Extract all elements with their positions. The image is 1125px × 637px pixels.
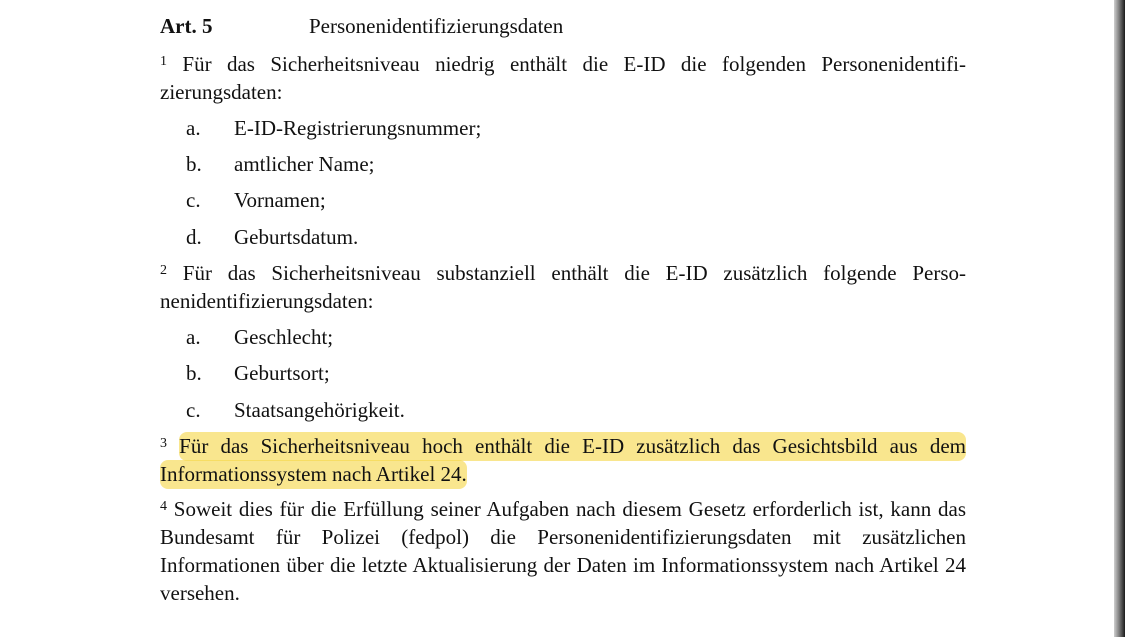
- paragraph-number: 3: [160, 436, 167, 451]
- list-text: amtlicher Name;: [234, 152, 375, 176]
- paragraph-number: 2: [160, 263, 167, 278]
- list-text: Vornamen;: [234, 188, 326, 212]
- page-edge: [1114, 0, 1125, 637]
- paragraph-3: [160, 432, 966, 488]
- list-letter: c.: [186, 188, 201, 212]
- paragraph-text: Soweit dies für die Erfüllung seiner Aufgaben nach diesem Gesetz erforderlich ist, kann das Bundesamt für Polizei (fedpol) die Personenidentifizierungsdaten mit zusätzlichen Informationen über die letzte Aktualisierung der Daten im Informationssystem nach Artikel 24 versehen.: [160, 497, 966, 605]
- list-text: Geburtsort;: [234, 361, 330, 385]
- list-text: Staatsangehörigkeit.: [234, 398, 405, 422]
- list-letter: b.: [186, 361, 202, 385]
- article-title: Personenidentifizierungsdaten: [309, 14, 564, 38]
- paragraph-number: 1: [160, 54, 167, 69]
- list-letter: a.: [186, 325, 201, 349]
- paragraph-number: 4: [160, 499, 167, 514]
- article-heading: [160, 12, 563, 40]
- list-text: E-ID-Registrierungsnummer;: [234, 116, 482, 140]
- list-letter: c.: [186, 398, 201, 422]
- list-letter: b.: [186, 152, 202, 176]
- article-number: Art. 5: [160, 14, 213, 38]
- highlighted-text: Für das Sicherheitsniveau hoch enthält die E-ID zusätzlich das Gesichtsbild aus dem Informationssystem nach Artikel 24.: [160, 432, 966, 489]
- paragraph-2: [160, 259, 966, 315]
- list-text: Geschlecht;: [234, 325, 334, 349]
- paragraph-4: [160, 495, 966, 607]
- list-letter: a.: [186, 116, 201, 140]
- list-text: Geburtsdatum.: [234, 225, 359, 249]
- paragraph-1: [160, 50, 966, 106]
- paragraph-text: Für das Sicherheitsniveau niedrig enthält die E-ID die folgenden Personenidentifizierungsdaten:: [160, 52, 966, 104]
- paragraph-text: Für das Sicherheitsniveau substanziell enthält die E-ID zusätzlich folgende Personenidentifizierungsdaten:: [160, 261, 967, 313]
- list-letter: d.: [186, 225, 202, 249]
